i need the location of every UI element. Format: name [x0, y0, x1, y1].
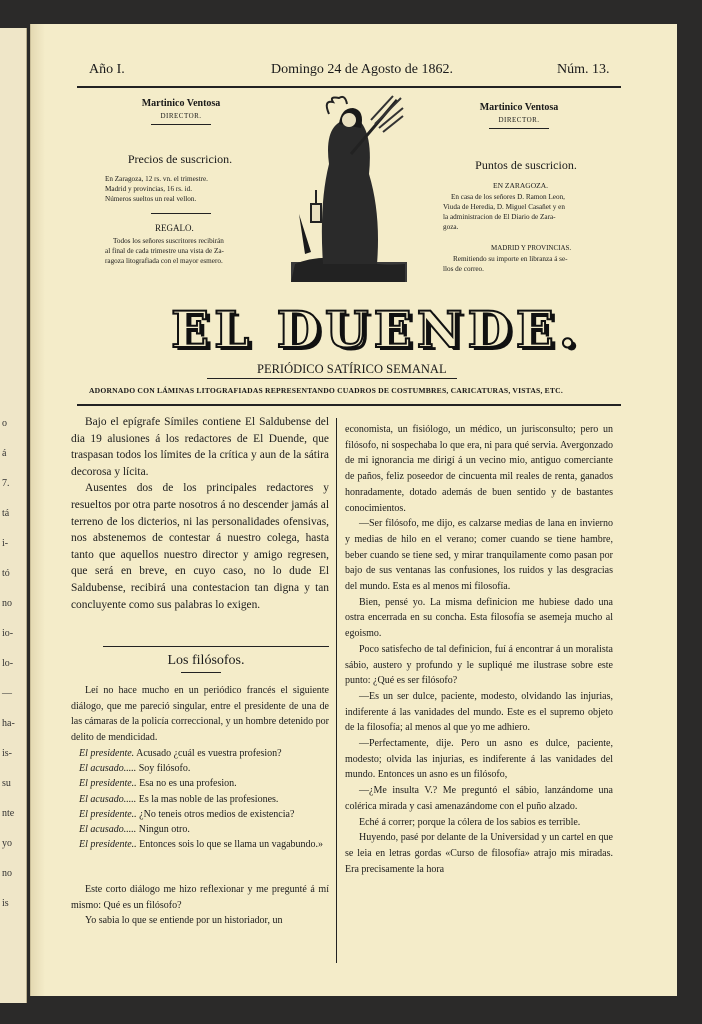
dialogue-line [71, 837, 329, 852]
article-paragraph: Poco satisfecho de tal definicion, fuí á encontrar á un moralista sábio, austero y profundo y le supliqué me ilustrase sobre este punto: ¿Qué es ser filósofo? [345, 643, 613, 687]
left-page-fragment: io- [2, 628, 14, 639]
speaker: El acusado..... [79, 824, 137, 836]
gift-lines [105, 236, 285, 266]
city2-lines [443, 254, 633, 274]
article-paragraph: —Ser filósofo, me dijo, es calzarse medias de lana en invierno y medias de hilo en el verano; comer cuando se tiene hambre, beber cuando se tiene sed, y mirar tranquilamente como pasan por bajo de sus ventanas las confusiones, los ruidos y las desgracias del mundo. Esta es al menos mi filosofía. [345, 518, 613, 593]
speaker: El acusado..... [79, 763, 137, 775]
article-right-column [345, 422, 613, 877]
left-page-fragment: i- [2, 538, 9, 549]
masthead-subtitle: PERIÓDICO SATÍRICO SEMANAL [257, 362, 447, 376]
article-paragraph: Bien, pensé yo. La misma definicion me hubiese dado una ostra encerrada en su concha. Esta filosofía se asemeja mucho al egoismo. [345, 596, 613, 640]
city1-line: Viuda de Heredia, D. Miguel Casañet y en [443, 203, 565, 211]
left-director-name: Martinico Ventosa [141, 98, 221, 109]
dialogue-line [71, 746, 329, 761]
left-page-fragment: no [2, 598, 12, 609]
article-paragraph: Yo sabia lo que se entiende por un historiador, un [85, 915, 283, 927]
gift-line: Todos los señores suscritores recibirán [113, 237, 224, 245]
masthead-rule [77, 404, 621, 406]
article-continuation [71, 882, 329, 929]
left-page-fragment: is [2, 898, 9, 909]
line-text: Soy filósofo. [138, 763, 191, 775]
left-page-fragment: o [2, 418, 7, 429]
left-page-fragment: á [2, 448, 7, 459]
issue-year: Año I. [89, 62, 125, 77]
gift-title: REGALO. [155, 223, 194, 233]
left-page-fragment: no [2, 868, 12, 879]
editorial-paragraph: Ausentes dos de los principales redactores y resueltos por otra parte nosotros á no descender jamás al terreno de los dicterios, ni las personalidades ofensivas, nos abstenemos de contestar á nuestro colega, hasta tanto que aquellos nuestro director y amigo regresen, que será en breve, en cuyo caso, no lo dude El Saldubense, recibirá una contestacion tan digna y tan concluyente como sus palabras lo exigen. [71, 482, 329, 611]
line-text: ¿No teneis otros medios de existencia? [139, 808, 295, 820]
dialogue-line [71, 761, 329, 776]
left-page-fragment: su [2, 778, 11, 789]
subtitle-rule [207, 378, 457, 379]
line-text: Es la mas noble de las profesiones. [138, 793, 279, 805]
editorial-paragraph: Bajo el epígrafe Símiles contiene El Saldubense del dia 19 alusiones á los redactores de El Duende, que traspasan todos los límites de la crítica y aun de la sátira decorosa y lícita. [71, 416, 329, 478]
masthead-tagline: ADORNADO CON LÁMINAS LITOGRAFIADAS REPRESENTANDO CUADROS DE COSTUMBRES, CARICATURAS, VISTAS, ETC. [89, 386, 563, 395]
left-director-title: DIRECTOR. [160, 112, 202, 120]
issue-number: Núm. 13. [557, 62, 610, 77]
line-text: Entonces sois lo que se llama un vagabundo.» [139, 839, 324, 851]
dialogue-line [71, 807, 329, 822]
city1-heading: EN ZARAGOZA. [493, 181, 548, 190]
speaker: El presidente.. [79, 808, 137, 820]
left-page-fragment: lo- [2, 658, 14, 669]
speaker: El presidente. [79, 748, 135, 759]
duende-illustration [289, 94, 409, 284]
prices-title: Precios de suscricion. [127, 152, 233, 166]
adjacent-page-edge [0, 28, 27, 1003]
price-line: En Zaragoza, 12 rs. vn. el trimestre. [105, 175, 208, 183]
city1-line: goza. [443, 223, 459, 231]
left-page-fragment: — [2, 688, 12, 699]
line-text: Ningun otro. [138, 824, 190, 836]
line-text: Esa no es una profesion. [139, 778, 237, 790]
gift-line: al final de cada trimestre una vista de Za- [105, 247, 224, 255]
city1-lines [443, 192, 633, 232]
dialogue [71, 746, 329, 852]
column-divider [336, 418, 337, 963]
article-paragraph: Este corto diálogo me hizo reflexionar y me pregunté á mí mismo: Qué es un filósofo? [71, 884, 329, 911]
left-page-fragment: tó [2, 568, 10, 579]
city2-line: llos de correo. [443, 265, 484, 273]
prices-lines [105, 174, 275, 204]
dialogue-line [71, 822, 329, 837]
article-paragraph: —Es un ser dulce, paciente, modesto, olvidando las injurias, indiferente á las vanidades del mundo. Este es el supremo objeto de la filosofía; al menos al que yo me adhiero. [345, 690, 613, 734]
newspaper-page [30, 24, 677, 996]
section-title: Los filósofos. [167, 653, 245, 668]
prices-rule [151, 213, 211, 214]
article-paragraph: Eché á correr; porque la cólera de los sabios es terrible. [359, 816, 581, 828]
city2-line: Remitiendo su importe en libranza á se- [453, 255, 568, 263]
speaker: El presidente.. [79, 839, 137, 851]
points-title: Puntos de suscricion. [475, 158, 577, 172]
right-director-rule [489, 128, 549, 129]
speaker: El acusado..... [79, 793, 137, 805]
issue-date: Domingo 24 de Agosto de 1862. [271, 62, 453, 77]
masthead-title: EL DUENDE. [171, 300, 582, 359]
left-page-fragment: ha- [2, 718, 15, 729]
page-fold-shadow [31, 24, 45, 996]
title-underline [181, 672, 221, 673]
editorial-note [71, 414, 329, 613]
dialogue-line [71, 776, 329, 791]
header-rule [77, 86, 621, 88]
right-director-name: Martinico Ventosa [479, 102, 559, 113]
article-paragraph: —Perfectamente, dije. Pero un asno es dulce, paciente, modesto; olvida las injurias, es indiferente á las vanidades del mundo. Entonces un asno es un filósofo, [345, 738, 613, 781]
left-page-fragment: yo [2, 838, 12, 849]
left-page-fragment: is- [2, 748, 12, 759]
price-line: Números sueltos un real vellon. [105, 195, 197, 203]
dialogue-line [71, 792, 329, 807]
article-paragraph: Huyendo, pasé por delante de la Universidad y un cartel en que se leia en letras gordas «Curso de filosofía» atrajo mis miradas. Era precisamente la hora [345, 832, 613, 875]
price-line: Madrid y provincias, 16 rs. id. [105, 185, 193, 193]
city1-line: la administracion de El Diario de Zara- [443, 213, 556, 221]
article-paragraph: —¿Me insulta V.? Me preguntó el sábio, lanzándome una colérica mirada y casi amenazándome con el puño alzado. [345, 785, 613, 812]
speaker: El presidente.. [79, 778, 137, 790]
section-rule [103, 646, 329, 647]
article-paragraph: economista, un fisiólogo, un médico, un jurisconsulto; pero un filósofo, ni sospechaba lo que era, ni para qué servia. Avergonzado de mi ignorancia me dirigí á un vecino mio, antiguo comerciante de paños, feliz poseedor de cincuenta mil reales de renta, ganados honradamente, dotado además de buen sentido y de bastantes conocimientos. [345, 424, 613, 514]
gift-line: ragoza litografiada con el mayor esmero. [105, 257, 223, 265]
line-text: Acusado ¿cuál es vuestra profesion? [136, 748, 282, 759]
left-page-fragment: tá [2, 508, 10, 519]
left-page-fragment: 7. [2, 478, 10, 489]
right-director-title: DIRECTOR. [498, 116, 540, 124]
city2-heading: MADRID Y PROVINCIAS. [491, 244, 572, 252]
city1-line: En casa de los señores D. Ramon Leon, [451, 193, 565, 201]
article-intro [71, 683, 329, 746]
left-page-fragment: nte [2, 808, 15, 819]
article-paragraph: Leí no hace mucho en un periódico francés el siguiente diálogo, que me pareció singular, entre el presidente de una de las cámaras de la policía correccional, y un hombre detenido por delito de mendicidad. [71, 685, 329, 744]
left-director-rule [151, 124, 211, 125]
